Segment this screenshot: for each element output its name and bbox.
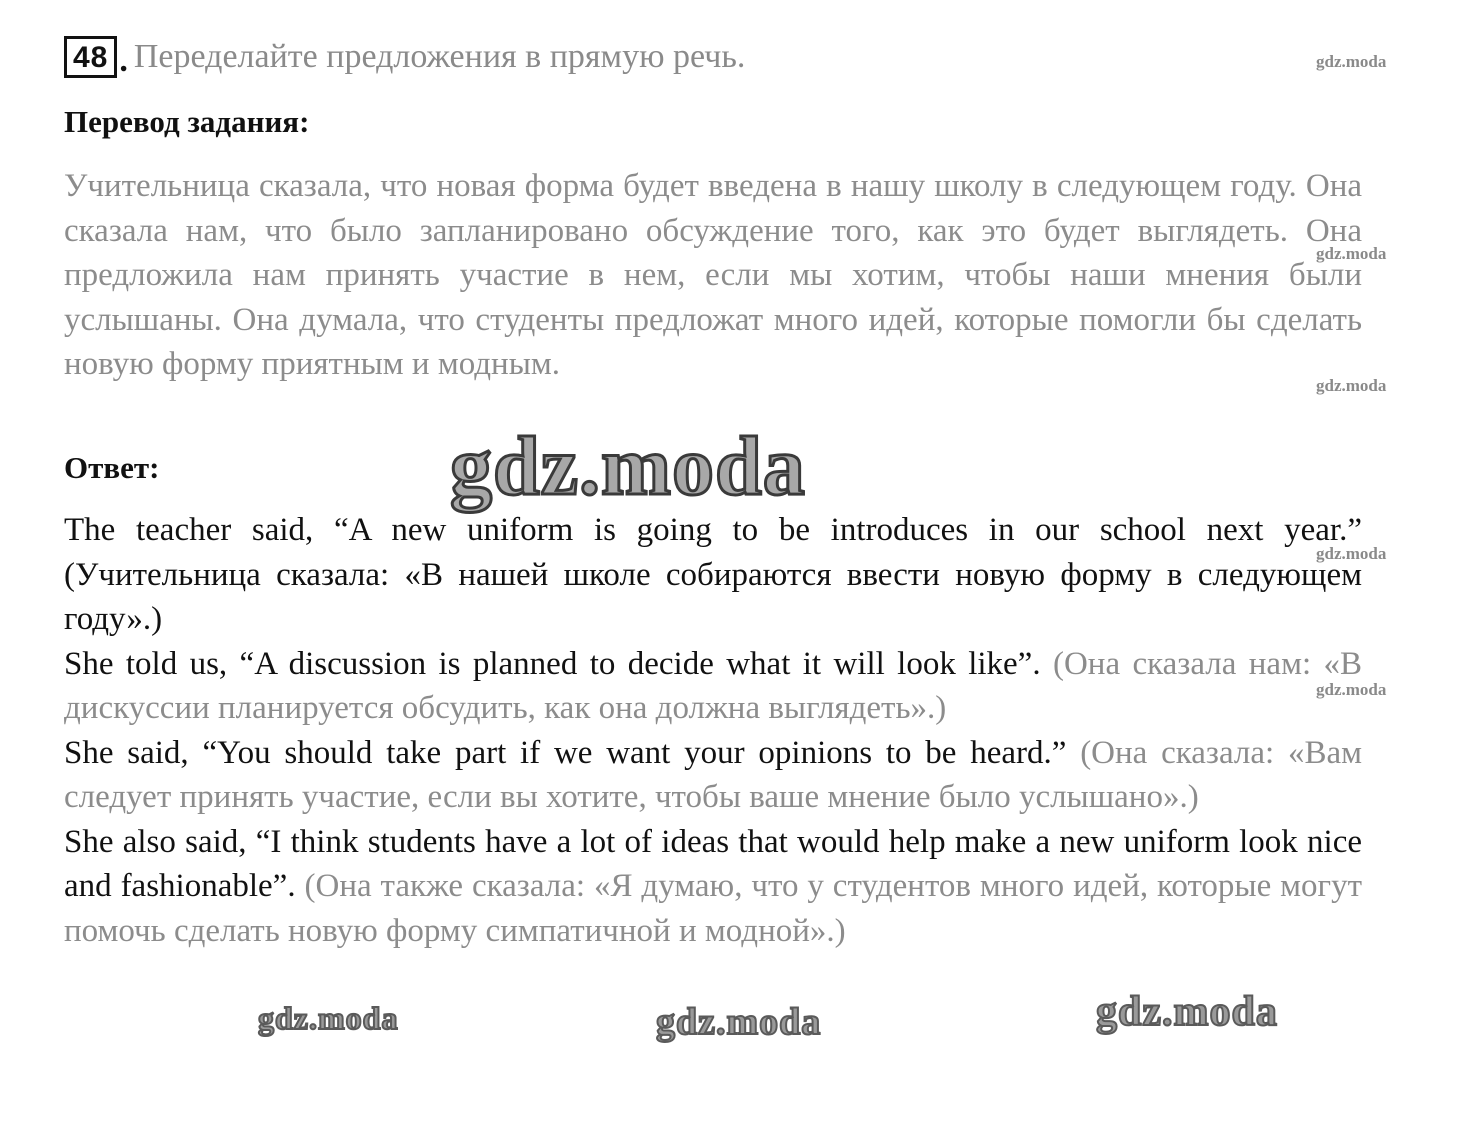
watermark-bottom: gdz.moda: [258, 1000, 399, 1036]
translation-text: Учительница сказала, что новая форма будет введена в нашу школу в следующем году. Она сказала нам, что было запланировано обсуждение того, как это будет выглядеть. Она предложила нам принять участие в нем, если мы хотим, чтобы наши мнения были услышаны. Она думала, что студенты предложат много идей, которые помогли бы сделать новую форму приятным и модным.: [64, 168, 1362, 382]
answer-item: [64, 820, 1362, 954]
answer-english: She told us, “A discussion is planned to decide what it will look like”.: [64, 645, 1041, 682]
answer-english: She also said, “I think students have a lot of ideas that would help make a new uniform look nice and fashionable”.: [64, 823, 1362, 904]
task-header: [64, 36, 745, 78]
translation-heading: Перевод задания:: [64, 104, 310, 139]
task-number-dot: .: [119, 42, 128, 79]
answer-english: She said, “You should take part if we want your opinions to be heard.”: [64, 734, 1067, 771]
watermark-small: gdz.moda: [1316, 52, 1387, 71]
watermark-small: gdz.moda: [1316, 376, 1387, 395]
answer-item: [64, 642, 1362, 731]
answer-translation: (Она также сказала: «Я думаю, что у студентов много идей, которые могут помочь сделать новую форму симпатичной и модной».): [64, 868, 1363, 949]
answer-heading: Ответ:: [64, 450, 160, 485]
answer-translation: (Она сказала: «Вам следует принять участие, если вы хотите, чтобы ваше мнение было услышано».): [64, 734, 1362, 815]
watermark-small: gdz.moda: [1316, 680, 1387, 699]
watermark-bottom: gdz.moda: [1096, 989, 1278, 1035]
watermark-small: gdz.moda: [1316, 544, 1387, 563]
answer-english: The teacher said, “A new uniform is going to be introduces in our school next year.” (Учительница сказала: «В нашей школе собираются ввести новую форму в следующем году».): [64, 512, 1362, 637]
task-number-box: 48: [64, 36, 117, 78]
watermark-bottom: gdz.moda: [656, 1001, 822, 1043]
watermark-small: gdz.moda: [1316, 244, 1387, 263]
answer-list: [64, 508, 1362, 953]
task-instruction: Переделайте предложения в прямую речь.: [133, 38, 746, 75]
watermark-large: gdz.moda: [450, 420, 806, 513]
answer-item: [64, 731, 1362, 820]
answer-item: [64, 508, 1362, 642]
answer-translation: (Она сказала нам: «В дискуссии планируется обсудить, как она должна выглядеть».): [64, 645, 1363, 726]
